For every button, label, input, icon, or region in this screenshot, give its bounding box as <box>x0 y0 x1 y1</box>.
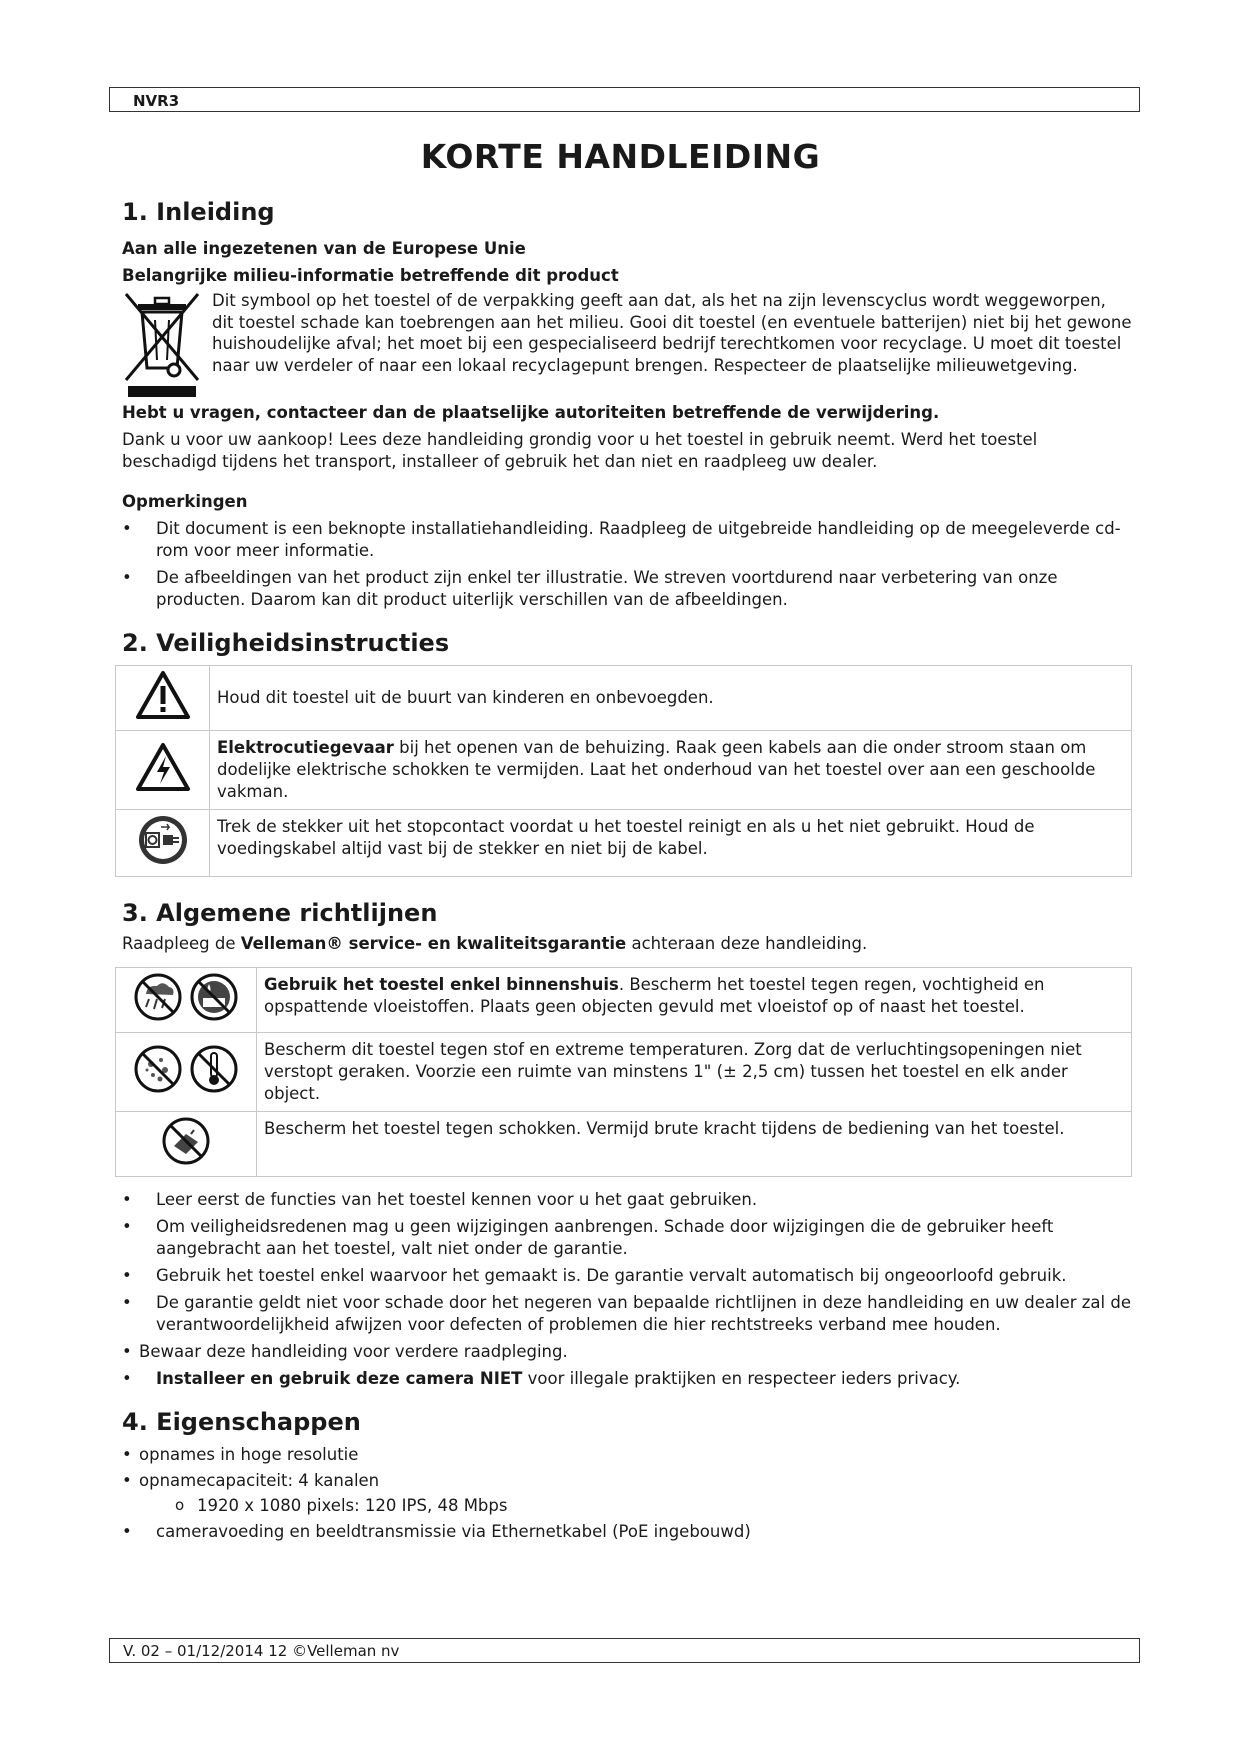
page-title: KORTE HANDLEIDING <box>420 137 821 176</box>
features-list-2 <box>122 1521 1132 1543</box>
list-item: • Leer eerst de functies van het toestel kennen voor u het gaat gebruiken. <box>122 1189 1132 1211</box>
guideline-text: Gebruik het toestel enkel binnenshuis. Bescherm het toestel tegen regen, vochtigheid en opspattende vloeistoffen. Plaats geen objecten gevuld met vloeistof op of naast het toestel. <box>257 968 1132 1033</box>
env-line: Belangrijke milieu-informatie betreffende dit product <box>122 266 619 285</box>
safety-text: Elektrocutiegevaar bij het openen van de behuizing. Raak geen kabels aan die onder stroom staan om dodelijke elektrische schokken te vermijden. Laat het onderhoud van het toestel over aan een geschoolde vakman. <box>210 731 1132 810</box>
safety-text: Houd dit toestel uit de buurt van kinderen en onbevoegden. <box>210 666 1132 731</box>
section4-heading: 4. Eigenschappen <box>122 1408 361 1436</box>
safety-table <box>115 665 1132 877</box>
list-item: o 1920 x 1080 pixels: 120 IPS, 48 Mbps <box>175 1495 1132 1517</box>
list-item: • cameravoeding en beeldtransmissie via Ethernetkabel (PoE ingebouwd) <box>122 1521 1132 1543</box>
list-item: • Installeer en gebruik deze camera NIET voor illegale praktijken en respecteer ieders privacy. <box>122 1368 1132 1390</box>
guideline-text: Bescherm dit toestel tegen stof en extreme temperaturen. Zorg dat de verluchtingsopeningen niet verstopt geraken. Voorzie een ruimte van minstens 1" (± 2,5 cm) tussen het toestel en elk ander object. <box>257 1033 1132 1112</box>
icon-cell <box>116 1112 257 1177</box>
section3-heading: 3. Algemene richtlijnen <box>122 899 438 927</box>
safety-bold: Elektrocutiegevaar <box>217 738 394 757</box>
icon-cell <box>116 968 257 1033</box>
icon-cell <box>116 731 210 810</box>
table-row <box>116 968 1132 1033</box>
table-row <box>116 666 1132 731</box>
icon-cell <box>116 666 210 731</box>
list-item: • opnamecapaciteit: 4 kanalen <box>122 1470 1132 1492</box>
table-row <box>116 810 1132 877</box>
table-row <box>116 1112 1132 1177</box>
table-row <box>116 731 1132 810</box>
list-item: • Bewaar deze handleiding voor verdere raadpleging. <box>122 1341 1132 1363</box>
header-box <box>109 87 1140 112</box>
list-item: • Dit document is een beknopte installatiehandleiding. Raadpleeg de uitgebreide handleiding op de meegeleverde cd-rom voor meer informatie. <box>122 518 1132 562</box>
weee-text: Dit symbool op het toestel of de verpakking geeft aan dat, als het na zijn levenscyclus wordt weggeworpen, dit toestel schade kan toebrengen aan het milieu. Gooi dit toestel (en eventuele batterijen) niet bij het gewone huishoudelijke afval; het moet bij een gespecialiseerd bedrijf terechtkomen voor recyclage. U moet dit toestel naar uw verdeler of naar een lokaal recyclagepunt brengen. Respecteer de plaatselijke milieuwetgeving. <box>212 291 1132 375</box>
guideline-text: Bescherm het toestel tegen schokken. Vermijd brute kracht tijdens de bediening van het toestel. <box>257 1112 1132 1177</box>
questions-line: Hebt u vragen, contacteer dan de plaatselijke autoriteiten betreffende de verwijdering. <box>122 403 940 422</box>
remarks-heading: Opmerkingen <box>122 492 248 511</box>
no-dust-icon <box>133 1044 183 1094</box>
no-liquid-icon <box>189 972 239 1022</box>
features-list <box>122 1444 1132 1492</box>
list-item: • opnames in hoge resolutie <box>122 1444 1132 1466</box>
guidelines-intro: Raadpleeg de Velleman® service- en kwaliteitsgarantie achteraan deze handleiding. <box>122 934 868 953</box>
electric-shock-icon <box>135 742 191 792</box>
list-item: • De afbeeldingen van het product zijn enkel ter illustratie. We streven voortdurend naar verbetering van onze producten. Daarom kan dit product uiterlijk verschillen van de afbeeldingen. <box>122 567 1132 611</box>
section1-heading: 1. Inleiding <box>122 198 275 226</box>
section2-heading: 2. Veiligheidsinstructies <box>122 629 450 657</box>
thanks-paragraph: Dank u voor uw aankoop! Lees deze handleiding grondig voor u het toestel in gebruik neemt. Werd het toestel beschadigd tijdens het transport, installeer of gebruik het dan niet en raadpleeg uw dealer. <box>122 430 1038 471</box>
list-item: • Om veiligheidsredenen mag u geen wijzigingen aanbrengen. Schade door wijzigingen die de gebruiker heeft aangebracht aan het toestel, valt niet onder de garantie. <box>122 1216 1132 1260</box>
footer-box <box>109 1638 1140 1663</box>
no-heat-icon <box>189 1044 239 1094</box>
remarks-list <box>122 518 1132 611</box>
weee-block <box>122 290 1132 400</box>
list-item: • De garantie geldt niet voor schade door het negeren van bepaalde richtlijnen in deze handleiding en uw dealer zal de verantwoordelijkheid afwijzen voor defecten of problemen die hier rechtstreeks verband mee houden. <box>122 1292 1132 1336</box>
weee-icon <box>122 290 202 400</box>
eu-line: Aan alle ingezetenen van de Europese Unie <box>122 239 526 258</box>
features-sublist <box>122 1495 1132 1517</box>
guidelines-table <box>115 967 1132 1177</box>
no-shock-icon <box>161 1116 211 1166</box>
icon-cell <box>116 1033 257 1112</box>
guidelines-list <box>122 1189 1132 1390</box>
safety-text: Trek de stekker uit het stopcontact voordat u het toestel reinigt en als u het niet gebruikt. Houd de voedingskabel altijd vast bij de stekker en niet bij de kabel. <box>210 810 1132 877</box>
footer-text: V. 02 – 01/12/2014 12 ©Velleman nv <box>123 1642 400 1660</box>
no-rain-icon <box>133 972 183 1022</box>
list-item: • Gebruik het toestel enkel waarvoor het gemaakt is. De garantie vervalt automatisch bij ongeoorloofd gebruik. <box>122 1265 1132 1287</box>
table-row <box>116 1033 1132 1112</box>
model-name: NVR3 <box>133 92 180 110</box>
content <box>122 196 1132 1548</box>
unplug-icon <box>137 814 189 866</box>
warning-triangle-icon <box>135 670 191 720</box>
icon-cell <box>116 810 210 877</box>
